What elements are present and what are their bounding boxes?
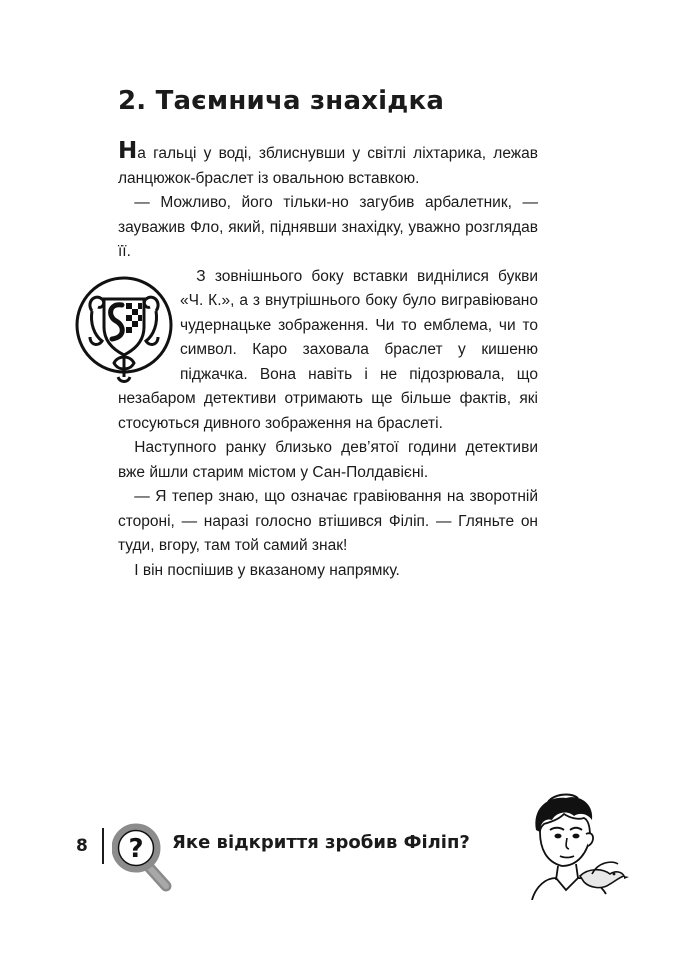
paragraph-6: І він поспішив у вказаному напрямку. xyxy=(134,561,400,579)
paragraph-5: — Я тепер знаю, що означає гравіювання на зворотній стороні, — наразі голосно втішився Філіп. — Гляньте он туди, вгору, там той самий знак! xyxy=(118,488,538,554)
svg-text:?: ? xyxy=(128,834,144,864)
page-number: 8 xyxy=(76,836,88,856)
drop-cap: Н xyxy=(118,138,138,164)
story-text xyxy=(118,140,538,583)
question-magnifier-icon xyxy=(112,820,174,894)
paragraph-1-text: а гальці у воді, зблиснувши у світлі ліхтарика, лежав ланцюжок-браслет із овальною вставкою. xyxy=(118,145,538,187)
paragraph-3 xyxy=(118,265,538,437)
paragraph-3-text: З зовнішнього боку вставки виднілися букви «Ч. К.», а з внутрішнього боку було вигравіювано чудернацьке зображення. Чи то емблема, чи то символ. Каро заховала браслет у кишеню піджачка. Вона навіть і не підозрювала, що незабаром детективи отримають ще більше фактів, які стосуються дивного зображення на браслеті. xyxy=(118,267,538,432)
chapter-title: 2. Таємнича знахідка xyxy=(118,86,445,116)
crest-emblem-icon xyxy=(68,265,180,391)
footer-divider xyxy=(102,828,104,864)
paragraph-2: — Можливо, його тільки-но загубив арбалетник, — зауважив Фло, який, піднявши знахідку, уважно розглядав її. xyxy=(118,194,538,260)
boy-with-bird-illustration xyxy=(518,790,630,900)
paragraph-1 xyxy=(118,140,538,191)
paragraph-4: Наступного ранку близько дев’ятої години детективи вже йшли старим містом у Сан-Полдавієні. xyxy=(118,439,538,481)
question-prompt: Яке відкриття зробив Філіп? xyxy=(172,832,470,853)
